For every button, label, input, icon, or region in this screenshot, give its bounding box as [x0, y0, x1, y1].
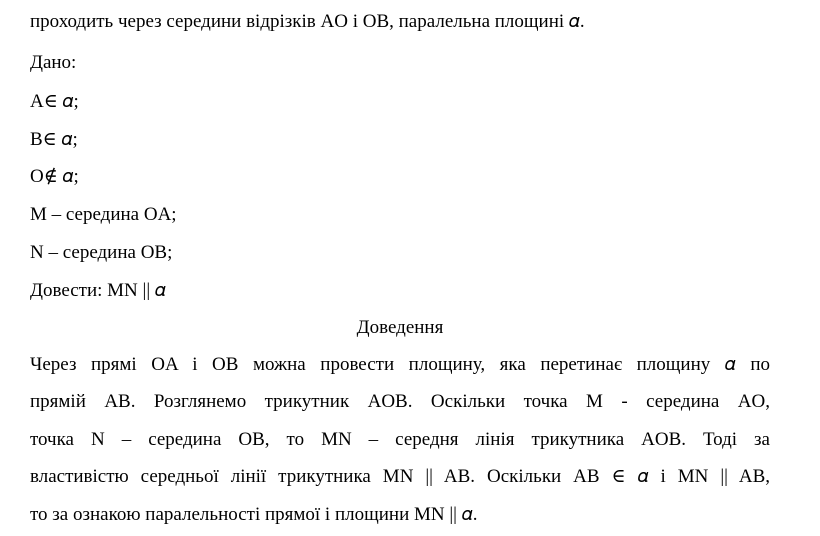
- proof-line-1: Через прямі OA і OB можна провести площину, яка перетинає площину 𝛼 по: [30, 354, 770, 375]
- proof-heading: Доведення: [356, 317, 444, 338]
- prove-statement: Довести: MN || 𝛼: [30, 280, 166, 301]
- proof-line-3: точка N – середина OB, то MN – середня лінія трикутника AOB. Тоді за: [30, 429, 770, 450]
- given-item-n: N – середина OB;: [30, 242, 173, 263]
- intro-line: проходить через середини відрізків AO і OB, паралельна площині 𝛼.: [30, 11, 585, 32]
- given-item-a: A∈ 𝛼;: [30, 91, 79, 112]
- given-item-b: B∈ 𝛼;: [30, 129, 78, 150]
- proof-line-5: то за ознакою паралельності прямої і площини MN || 𝛼.: [30, 504, 478, 525]
- given-heading: Дано:: [30, 52, 77, 73]
- given-item-o: O∉ 𝛼;: [30, 166, 79, 187]
- proof-line-2: прямій AB. Розглянемо трикутник AOB. Оскільки точка M - середина AO,: [30, 391, 770, 412]
- given-item-m: M – середина OA;: [30, 204, 177, 225]
- proof-line-4: властивістю середньої лінії трикутника MN || AB. Оскільки AB ∈ 𝛼 і MN || AB,: [30, 466, 770, 487]
